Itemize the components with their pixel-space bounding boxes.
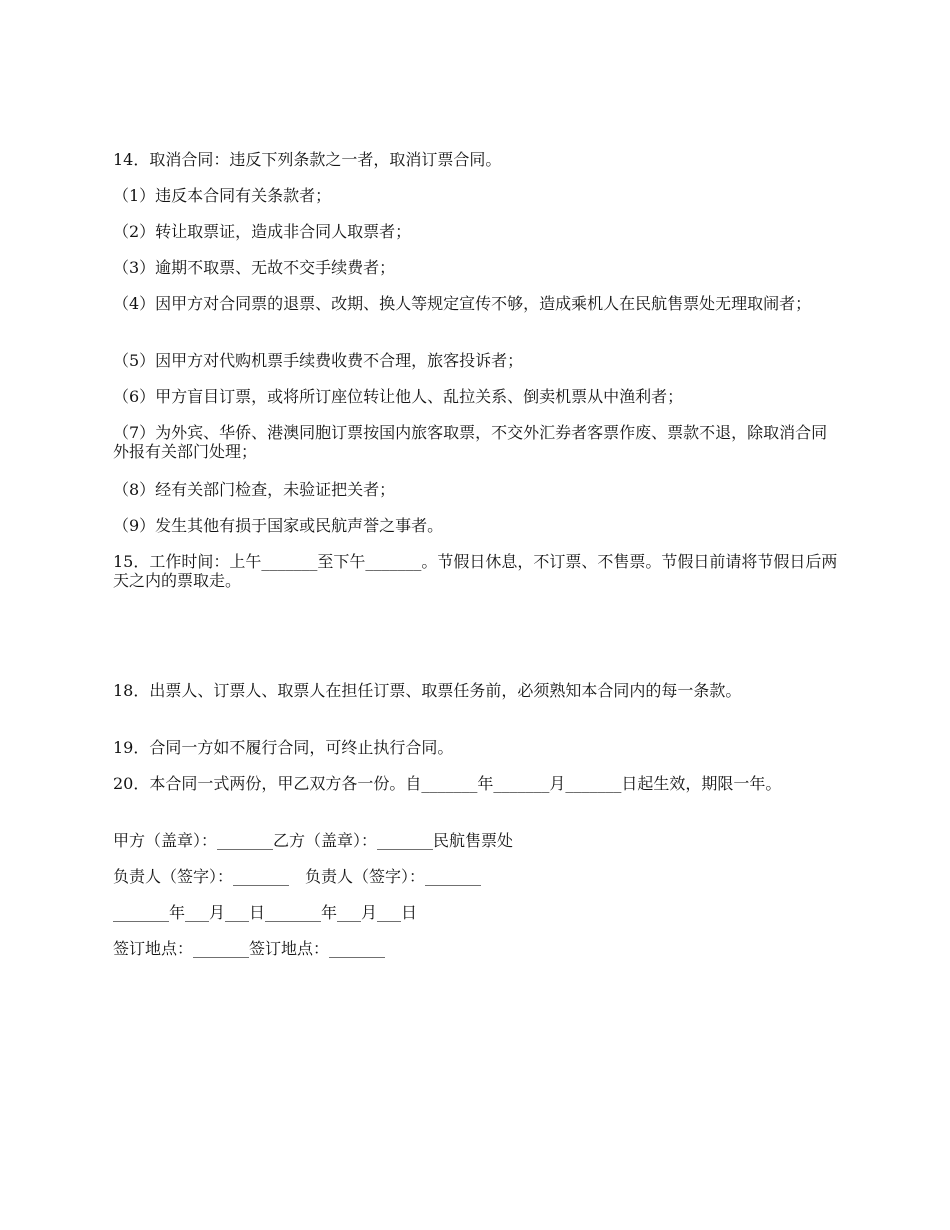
clause-14: 14．取消合同：违反下列条款之一者，取消订票合同。 [113,150,502,169]
clause-19: 19．合同一方如不履行合同，可终止执行合同。 [113,738,454,757]
clause-14-item-6: （6）甲方盲目订票，或将所订座位转让他人、乱拉关系、倒卖机票从中渔利者； [113,387,684,406]
clause-20: 20．本合同一式两份，甲乙双方各一份。自_______年_______月_______日起生效，期限一年。 [113,774,782,793]
signature-place-line: 签订地点：_______签订地点：_______ [113,939,386,958]
clause-14-item-4: （4）因甲方对合同票的退票、改期、换人等规定宣传不够，造成乘机人在民航售票处无理取闹者； [113,294,812,313]
clause-14-item-5: （5）因甲方对代购机票手续费收费不合理，旅客投诉者； [113,351,524,370]
clause-14-item-1: （1）违反本合同有关条款者； [113,186,332,205]
signature-date-line: _______年___月___日_______年___月___日 [113,903,418,922]
clause-14-item-7: （7）为外宾、华侨、港澳同胞订票按国内旅客取票，不交外汇券者客票作废、票款不退，除取消合同外报有关部门处理； [113,423,828,461]
signature-responsible-line: 负责人（签字）：_______ 负责人（签字）：_______ [113,867,482,886]
clause-14-item-9: （9）发生其他有损于国家或民航声誉之事者。 [113,516,444,535]
clause-14-item-8: （8）经有关部门检查，未验证把关者； [113,480,396,499]
clause-18: 18．出票人、订票人、取票人在担任订票、取票任务前，必须熟知本合同内的每一条款。 [113,681,742,700]
clause-14-item-2: （2）转让取票证，造成非合同人取票者； [113,222,412,241]
clause-15: 15．工作时间：上午_______至下午_______。节假日休息，不订票、不售票。节假日前请将节假日后两天之内的票取走。 [113,552,838,590]
clause-14-item-3: （3）逾期不取票、无故不交手续费者； [113,258,396,277]
signature-seal-line: 甲方（盖章）：_______乙方（盖章）：_______民航售票处 [113,831,514,850]
